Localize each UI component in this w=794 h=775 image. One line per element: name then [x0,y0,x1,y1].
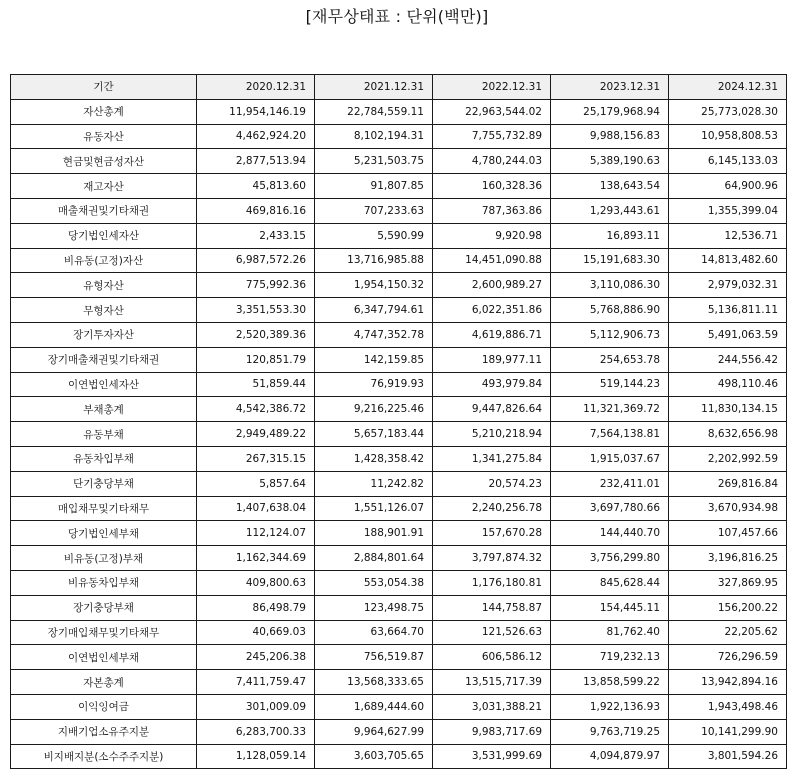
table-cell-value: 14,451,090.88 [433,248,551,273]
table-row [11,521,787,546]
table-cell-value: 2,433.15 [197,223,315,248]
table-cell-value: 2,979,032.31 [669,273,787,298]
table-cell-value: 5,491,063.59 [669,322,787,347]
table-cell-value: 606,586.12 [433,645,551,670]
table-cell-value: 5,657,183.44 [315,422,433,447]
table-row [11,273,787,298]
table-cell-value: 7,564,138.81 [551,422,669,447]
table-cell-value: 121,526.63 [433,620,551,645]
table-cell-value: 4,747,352.78 [315,322,433,347]
row-label: 장기매입채무및기타채무 [11,620,197,645]
table-cell-value: 86,498.79 [197,595,315,620]
table-cell-value: 775,992.36 [197,273,315,298]
table-cell-value: 4,094,879.97 [551,744,669,769]
table-cell-value: 1,128,059.14 [197,744,315,769]
table-cell-value: 5,768,886.90 [551,298,669,323]
table-cell-value: 9,964,627.99 [315,719,433,744]
table-row [11,471,787,496]
table-cell-value: 1,922,136.93 [551,694,669,719]
table-cell-value: 2,877,513.94 [197,149,315,174]
table-cell-value: 64,900.96 [669,174,787,199]
table-cell-value: 9,983,717.69 [433,719,551,744]
table-row [11,149,787,174]
table-cell-value: 3,031,388.21 [433,694,551,719]
balance-sheet-table [10,74,787,769]
table-cell-value: 11,954,146.19 [197,99,315,124]
table-cell-value: 157,670.28 [433,521,551,546]
row-label: 당기법인세부채 [11,521,197,546]
table-row [11,719,787,744]
table-row [11,595,787,620]
table-row [11,248,787,273]
table-cell-value: 3,797,874.32 [433,546,551,571]
table-cell-value: 7,411,759.47 [197,670,315,695]
row-label: 비유동(고정)자산 [11,248,197,273]
table-cell-value: 76,919.93 [315,372,433,397]
table-cell-value: 5,231,503.75 [315,149,433,174]
row-label: 장기투자자산 [11,322,197,347]
table-cell-value: 13,858,599.22 [551,670,669,695]
table-cell-value: 4,780,244.03 [433,149,551,174]
table-cell-value: 9,447,826.64 [433,397,551,422]
table-row [11,570,787,595]
table-cell-value: 3,110,086.30 [551,273,669,298]
table-cell-value: 6,987,572.26 [197,248,315,273]
table-cell-value: 5,857.64 [197,471,315,496]
table-row [11,322,787,347]
row-label: 당기법인세자산 [11,223,197,248]
table-cell-value: 81,762.40 [551,620,669,645]
table-cell-value: 10,141,299.90 [669,719,787,744]
table-cell-value: 9,216,225.46 [315,397,433,422]
table-cell-value: 2,240,256.78 [433,496,551,521]
table-cell-value: 15,191,683.30 [551,248,669,273]
table-cell-value: 138,643.54 [551,174,669,199]
table-cell-value: 269,816.84 [669,471,787,496]
row-label: 무형자산 [11,298,197,323]
row-label: 자산총계 [11,99,197,124]
table-cell-value: 1,943,498.46 [669,694,787,719]
row-label: 유동부채 [11,422,197,447]
table-row [11,670,787,695]
table-row [11,744,787,769]
column-header-period: 기간 [11,75,197,100]
table-cell-value: 5,112,906.73 [551,322,669,347]
table-cell-value: 144,440.70 [551,521,669,546]
table-cell-value: 4,619,886.71 [433,322,551,347]
table-cell-value: 719,232.13 [551,645,669,670]
table-cell-value: 3,603,705.65 [315,744,433,769]
table-cell-value: 3,196,816.25 [669,546,787,571]
table-cell-value: 254,653.78 [551,347,669,372]
table-cell-value: 1,954,150.32 [315,273,433,298]
table-row [11,496,787,521]
table-cell-value: 9,920.98 [433,223,551,248]
table-cell-value: 519,144.23 [551,372,669,397]
table-cell-value: 123,498.75 [315,595,433,620]
table-cell-value: 8,632,656.98 [669,422,787,447]
table-cell-value: 3,351,553.30 [197,298,315,323]
table-cell-value: 8,102,194.31 [315,124,433,149]
row-label: 이연법인세부채 [11,645,197,670]
table-row [11,124,787,149]
table-body [11,99,787,769]
table-cell-value: 11,321,369.72 [551,397,669,422]
table-cell-value: 3,697,780.66 [551,496,669,521]
table-cell-value: 7,755,732.89 [433,124,551,149]
table-cell-value: 1,915,037.67 [551,446,669,471]
table-cell-value: 1,428,358.42 [315,446,433,471]
table-cell-value: 327,869.95 [669,570,787,595]
row-label: 지배기업소유주지분 [11,719,197,744]
table-row [11,397,787,422]
table-cell-value: 267,315.15 [197,446,315,471]
table-cell-value: 6,022,351.86 [433,298,551,323]
table-cell-value: 726,296.59 [669,645,787,670]
column-header-year: 2023.12.31 [551,75,669,100]
table-cell-value: 22,963,544.02 [433,99,551,124]
table-cell-value: 3,801,594.26 [669,744,787,769]
table-cell-value: 493,979.84 [433,372,551,397]
table-cell-value: 91,807.85 [315,174,433,199]
table-cell-value: 6,145,133.03 [669,149,787,174]
table-cell-value: 156,200.22 [669,595,787,620]
table-cell-value: 11,242.82 [315,471,433,496]
table-cell-value: 16,893.11 [551,223,669,248]
table-cell-value: 553,054.38 [315,570,433,595]
table-cell-value: 756,519.87 [315,645,433,670]
table-cell-value: 9,763,719.25 [551,719,669,744]
table-row [11,422,787,447]
table-cell-value: 2,202,992.59 [669,446,787,471]
table-cell-value: 45,813.60 [197,174,315,199]
table-cell-value: 5,389,190.63 [551,149,669,174]
table-row [11,645,787,670]
column-header-year: 2021.12.31 [315,75,433,100]
table-cell-value: 5,136,811.11 [669,298,787,323]
table-cell-value: 107,457.66 [669,521,787,546]
table-row [11,372,787,397]
table-cell-value: 12,536.71 [669,223,787,248]
row-label: 현금및현금성자산 [11,149,197,174]
table-cell-value: 154,445.11 [551,595,669,620]
row-label: 자본총계 [11,670,197,695]
table-cell-value: 2,600,989.27 [433,273,551,298]
table-cell-value: 232,411.01 [551,471,669,496]
table-cell-value: 6,283,700.33 [197,719,315,744]
table-cell-value: 301,009.09 [197,694,315,719]
column-header-year: 2020.12.31 [197,75,315,100]
table-cell-value: 13,515,717.39 [433,670,551,695]
column-header-year: 2022.12.31 [433,75,551,100]
table-cell-value: 3,756,299.80 [551,546,669,571]
table-row [11,546,787,571]
table-cell-value: 1,341,275.84 [433,446,551,471]
table-cell-value: 4,462,924.20 [197,124,315,149]
table-cell-value: 20,574.23 [433,471,551,496]
table-cell-value: 787,363.86 [433,198,551,223]
table-row [11,298,787,323]
table-cell-value: 245,206.38 [197,645,315,670]
table-cell-value: 1,551,126.07 [315,496,433,521]
table-cell-value: 409,800.63 [197,570,315,595]
table-cell-value: 1,176,180.81 [433,570,551,595]
table-cell-value: 10,958,808.53 [669,124,787,149]
row-label: 이연법인세자산 [11,372,197,397]
row-label: 비지배지분(소수주주지분) [11,744,197,769]
row-label: 유형자산 [11,273,197,298]
table-cell-value: 4,542,386.72 [197,397,315,422]
table-cell-value: 13,942,894.16 [669,670,787,695]
table-cell-value: 469,816.16 [197,198,315,223]
row-label: 매출채권및기타채권 [11,198,197,223]
table-cell-value: 6,347,794.61 [315,298,433,323]
table-cell-value: 189,977.11 [433,347,551,372]
table-row [11,620,787,645]
table-cell-value: 11,830,134.15 [669,397,787,422]
table-cell-value: 144,758.87 [433,595,551,620]
table-row [11,174,787,199]
table-cell-value: 5,210,218.94 [433,422,551,447]
row-label: 이익잉여금 [11,694,197,719]
table-cell-value: 5,590.99 [315,223,433,248]
table-cell-value: 40,669.03 [197,620,315,645]
table-cell-value: 1,162,344.69 [197,546,315,571]
table-cell-value: 120,851.79 [197,347,315,372]
table-row [11,446,787,471]
column-header-year: 2024.12.31 [669,75,787,100]
table-cell-value: 112,124.07 [197,521,315,546]
row-label: 장기충당부채 [11,595,197,620]
table-cell-value: 63,664.70 [315,620,433,645]
table-cell-value: 13,568,333.65 [315,670,433,695]
table-cell-value: 2,520,389.36 [197,322,315,347]
row-label: 재고자산 [11,174,197,199]
table-cell-value: 498,110.46 [669,372,787,397]
row-label: 유동자산 [11,124,197,149]
page-title: [재무상태표 : 단위(백만)] [305,7,489,26]
table-row [11,223,787,248]
row-label: 부채총계 [11,397,197,422]
row-label: 단기충당부채 [11,471,197,496]
table-cell-value: 25,773,028.30 [669,99,787,124]
table-cell-value: 13,716,985.88 [315,248,433,273]
row-label: 비유동(고정)부채 [11,546,197,571]
table-cell-value: 2,884,801.64 [315,546,433,571]
table-cell-value: 14,813,482.60 [669,248,787,273]
row-label: 매입채무및기타채무 [11,496,197,521]
row-label: 장기매출채권및기타채권 [11,347,197,372]
table-row [11,99,787,124]
table-cell-value: 244,556.42 [669,347,787,372]
table-cell-value: 160,328.36 [433,174,551,199]
table-cell-value: 9,988,156.83 [551,124,669,149]
table-cell-value: 22,205.62 [669,620,787,645]
table-cell-value: 188,901.91 [315,521,433,546]
row-label: 유동차입부채 [11,446,197,471]
table-cell-value: 3,670,934.98 [669,496,787,521]
table-cell-value: 1,407,638.04 [197,496,315,521]
table-cell-value: 142,159.85 [315,347,433,372]
table-cell-value: 25,179,968.94 [551,99,669,124]
table-row [11,694,787,719]
table-row [11,347,787,372]
table-cell-value: 1,355,399.04 [669,198,787,223]
table-cell-value: 1,293,443.61 [551,198,669,223]
table-cell-value: 51,859.44 [197,372,315,397]
table-cell-value: 845,628.44 [551,570,669,595]
table-header-row [11,75,787,100]
table-cell-value: 22,784,559.11 [315,99,433,124]
table-cell-value: 707,233.63 [315,198,433,223]
table-cell-value: 1,689,444.60 [315,694,433,719]
table-cell-value: 3,531,999.69 [433,744,551,769]
table-cell-value: 2,949,489.22 [197,422,315,447]
table-row [11,198,787,223]
row-label: 비유동차입부채 [11,570,197,595]
